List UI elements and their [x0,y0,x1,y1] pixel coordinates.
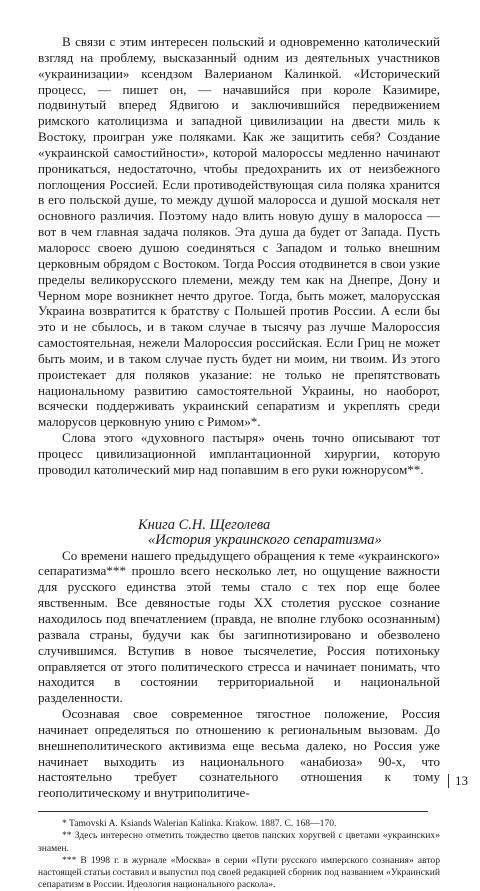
page-number: 13 [448,774,468,788]
footnote-1: * Tamovski A. Ksiands Walerian Kalinka. Krakow. 1887. С. 168—170. [62,818,337,830]
paragraph-kalinka-quote: В связи с этим интересен польский и одновременно католический взгляд на проблему, высказанный одним из деятельных участников «украинизации» ксендзом Валерианом Калинкой. «Исторический процесс, — пишет он, — начавшийся при короле Казимире, подвинутый вперед Ядвигою и заключившийся передвижением римского католицизма и западной цивилизации на двести миль к Востоку, проигран уже поляками. Как же защитить себя? Создание «украинской самостийности», которой малороссы медленно начинают проникаться, недостаточно, чтобы предохранить их от неизбежного поглощения Россией. Если противодействующая сила поляка хранится в его польской душе, то между душой малоросса и душой москаля нет основного различия. Поэтому надо влить новую душу в малоросса — вот в чем главная задача поляков. Эта душа да будет от Запада. Пусть малоросс своею душою соединяться с Западом и только внешним церковным обрядом с Востоком. Тогда Россия отодвинется в свои узкие пределы великорусского племени, между тем как на Днепре, Дону и Черном море возникнет нечто другое. Тогда, быть может, малорусская Украина возвратится к братству с Польшей против России. А если бы это и не сбылось, и в таком случае в тысячу раз лучше Малороссия самостоятельная, нежели Малороссия российская. Если Гриц не может быть моим, и в таком случае пусть будет ни моим, ни твоим. Из этого проистекает для поляков указание: не только не препятствовать национальному развитию самостоятельной Украины, но наоборот, всячески поддерживать украинский сепаратизм и укреплять среди малорусов церковную унию с Римом»*. [38,34,440,430]
section-heading-line2: «История украинского сепаратизма» [148,531,382,548]
footnote-3: *** В 1998 г. в журнале «Москва» в серии «Пути русского имперского сознания» автор настоящей статьи составил и выпустил под своей редакцией сборник под названием «Украинский сепаратизм в России. Идеология национального раскола». [38,854,440,891]
paragraph-current-position: Осознавая свое современное тягостное положение, Россия начинает определяться по отношению к региональным вызовам. До внешнеполитического активизма еще весьма далеко, но Россия уже начинает выходить из национального «анабиоза» 90-х, что настоятельно требует сознательного отношения к тому геополитическому и внутриполитиче- [38,706,440,801]
section-heading [138,518,440,548]
paragraph-spiritual-pastor: Слова этого «духовного пастыря» очень точно описывают тот процесс цивилизационной имплантационной хирургии, которую проводил католический мир над попавшим в его руки южнорусом**. [38,430,440,477]
footnote-2: ** Здесь интересно отметить тождество цветов папских хоругвей с цветами «украинских» знамен. [38,830,440,854]
section-heading-line1: Книга С.Н. Щеголева [138,516,271,533]
page-body [38,34,440,891]
paragraph-since-previous: Со времени нашего предыдущего обращения к теме «украинского» сепаратизма*** прошло всего несколько лет, но ощущение важности для русского единства этой темы стало с тех пор еще более явственным. Все девяностые годы XX столетия русское сознание находилось под впечатлением (правда, не вполне глубоко осознанным) развала страны, будучи как бы загипнотизировано и обезволено случившимся. Вступив в новое тысячелетие, Россия потихоньку оправляется от этого политического стресса и начинает понимать, что находится в состоянии территориальной и национальной разделенности. [38,547,440,706]
footnote-divider [38,811,428,812]
